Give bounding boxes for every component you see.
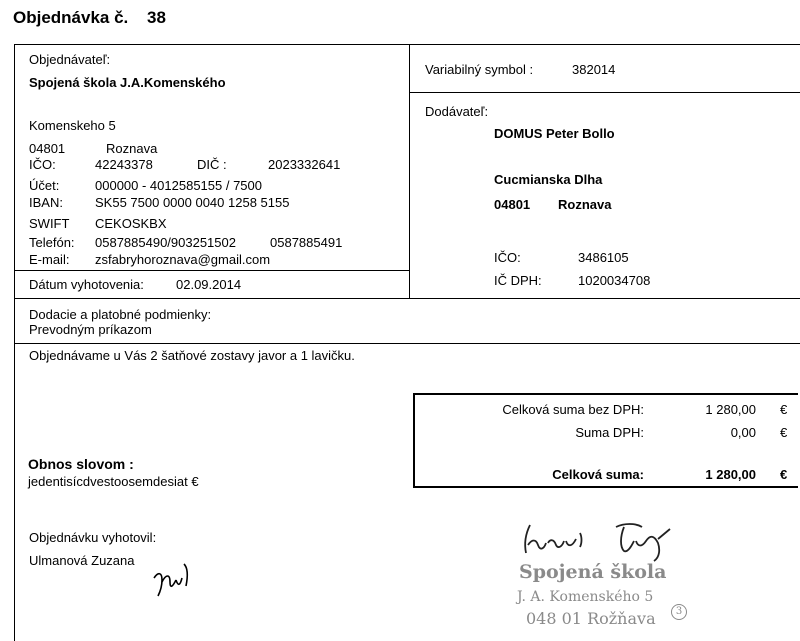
words-label: Obnos slovom : xyxy=(28,456,134,472)
buyer-phone: 0587885490/903251502 xyxy=(95,235,236,250)
issuer-label: Objednávku vyhotovil: xyxy=(29,530,157,545)
stamp-mark: 3 xyxy=(671,604,687,620)
varsym-label: Variabilný symbol : xyxy=(425,62,534,77)
supplier-city: Roznava xyxy=(558,197,612,212)
buyer-dic: 2023332641 xyxy=(268,157,341,172)
buyer-swift-label: SWIFT xyxy=(29,216,70,231)
order-number: 38 xyxy=(147,8,166,27)
vat-value: 0,00 xyxy=(730,425,756,440)
supplier-zip: 04801 xyxy=(494,197,531,212)
buyer-email-label: E-mail: xyxy=(29,252,70,267)
buyer-ico: 42243378 xyxy=(95,157,153,172)
supplier-name: DOMUS Peter Bollo xyxy=(494,126,615,141)
words-value: jedentisícdvestoosemdesiat € xyxy=(28,474,199,489)
supplier-ico-label: IČO: xyxy=(494,250,521,265)
vat-label: Suma DPH: xyxy=(575,425,644,440)
net-value: 1 280,00 xyxy=(705,402,756,417)
stamp-line-2: J. A. Komenského 5 xyxy=(517,589,654,605)
buyer-right-border xyxy=(409,44,410,298)
vat-currency: € xyxy=(780,425,788,440)
supplier-label: Dodávateľ: xyxy=(425,104,489,119)
issuer-name: Ulmanová Zuzana xyxy=(29,553,135,568)
buyer-label: Objednávateľ: xyxy=(29,52,111,67)
buyer-phone-label: Telefón: xyxy=(29,235,75,250)
buyer-zip: 04801 xyxy=(29,141,66,156)
net-label: Celková suma bez DPH: xyxy=(502,402,644,417)
supplier-icdph-label: IČ DPH: xyxy=(494,273,542,288)
buyer-street: Komenskeho 5 xyxy=(29,118,116,133)
issuer-signature xyxy=(150,552,206,600)
buyer-fax: 0587885491 xyxy=(270,235,343,250)
terms-label: Dodacie a platobné podmienky: xyxy=(29,307,212,322)
buyer-iban-label: IBAN: xyxy=(29,195,63,210)
order-title-block xyxy=(13,8,166,28)
buyer-email: zsfabryhoroznava@gmail.com xyxy=(95,252,271,267)
buyer-account-label: Účet: xyxy=(29,178,60,193)
issue-date-label: Dátum vyhotovenia: xyxy=(29,277,144,292)
buyer-ico-label: IČO: xyxy=(29,157,56,172)
buyer-city: Roznava xyxy=(106,141,158,156)
header-bottom-border xyxy=(14,298,800,299)
terms-bottom-border xyxy=(14,343,800,344)
buyer-swift: CEKOSKBX xyxy=(95,216,167,231)
frame-top xyxy=(14,44,800,45)
net-currency: € xyxy=(780,402,788,417)
stamp-line-3: 048 01 Rožňava xyxy=(526,609,656,628)
terms-value: Prevodným príkazom xyxy=(29,322,152,337)
total-value: 1 280,00 xyxy=(705,467,756,482)
order-text: Objednávame u Vás 2 šatňové zostavy javor a 1 lavičku. xyxy=(29,348,355,363)
director-signature xyxy=(520,515,680,565)
varsym-bottom-border xyxy=(409,92,800,93)
supplier-street: Cucmianska Dlha xyxy=(494,172,603,187)
supplier-icdph: 1020034708 xyxy=(578,273,651,288)
varsym-value: 382014 xyxy=(572,62,616,77)
total-currency: € xyxy=(780,467,788,482)
total-label: Celková suma: xyxy=(552,467,644,482)
supplier-ico: 3486105 xyxy=(578,250,629,265)
stamp-line-1: Spojená škola xyxy=(519,561,667,583)
buyer-dic-label: DIČ : xyxy=(197,157,227,172)
buyer-name: Spojená škola J.A.Komenského xyxy=(29,75,226,90)
issue-date: 02.09.2014 xyxy=(176,277,242,292)
order-title: Objednávka č. xyxy=(13,8,129,27)
buyer-iban: SK55 7500 0000 0040 1258 5155 xyxy=(95,195,290,210)
buyer-account: 000000 - 4012585155 / 7500 xyxy=(95,178,262,193)
buyer-date-divider xyxy=(14,270,410,271)
